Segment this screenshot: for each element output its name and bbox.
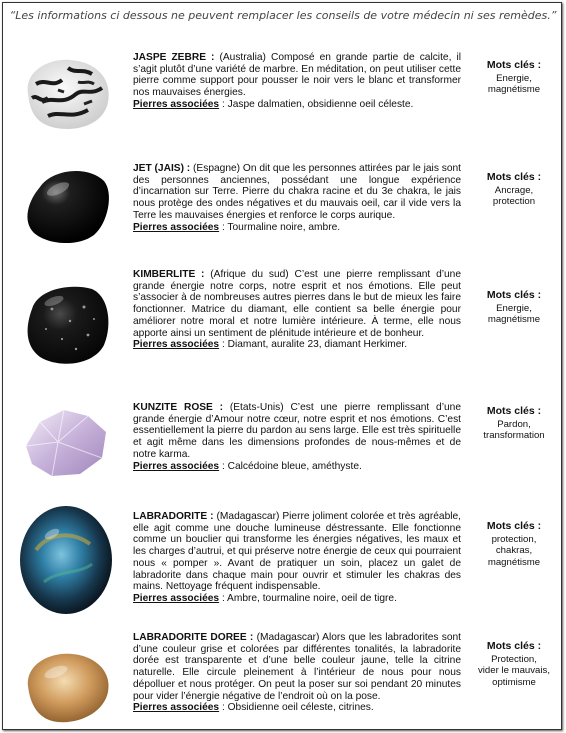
jet-image [18,163,114,247]
kimberlite-text [133,269,461,351]
stone-name: LABRADORITE : [133,511,214,522]
stone-name: KIMBERLITE : [133,269,205,280]
keyword: chakras, [495,545,533,556]
labradorite-text [133,511,461,605]
jet-text [133,163,461,233]
labradorite-image [18,504,114,616]
keywords-kunzite-rose [472,406,556,442]
stone-name: JET (JAIS) : [133,163,191,174]
keywords-kimberlite [472,290,556,326]
kimberlite-image [18,279,114,369]
stone-description: (Afrique du sud) C’est une pierre remplissant d’une grande énergie notre corps, notre esprit et nos émotions. Elle peut s’associer à de nombreuses autres pierres dans le but de mieux les faire fonctionner. Matrice du diamant, elle contient sa belle énergie pour améliorer notre moral et notre lumière intérieure. À terme, elle nous apporte ainsi un sentiment de plénitude intérieure et de bonheur. [133,269,461,339]
associated-label: Pierres associées [133,460,220,472]
keywords-labradorite-doree [472,641,556,688]
keyword: Energie, [496,302,532,314]
labradorite-doree-image [18,646,114,726]
stone-description: (Madagascar) Alors que les labradorites sont d’une couleur grise et colorées par différentes tonalités, la labradorite dorée est transparente et d’une belle couleur jaune, telle la citrine naturelle. Elle circule pleinement à l’intérieur de nous pour nous dépolluer et nous protéger. On peut la poser sur soi pendant 20 minutes pour vider l’énergie négative de l’endroit où on la pose. [133,632,462,702]
stone-description: (Australia) Composé en grande partie de calcite, il s’agit plutôt d’une variété de marbre. En méditation, on peut utiliser cette pierre comme support pour pousser le noir vers le blanc et transformer nos mauvaises énergies. [133,52,461,99]
kunzite-rose-text [133,402,461,472]
associated-stones: : Diamant, auralite 23, diamant Herkimer. [219,339,408,351]
stone-description: (Espagne) On dit que les personnes attirées par le jais sont des personnes anciennes, possédant une longue expérience d’incarnation sur Terre. Pierre du chakra racine et du 3e chakra, le jais nous protège des ondes négatives et du mauvais oeil, car il vide vers la Terre les mauvaises énergies et renforce le corps aurique. [133,163,462,221]
associated-label: Pierres associées [133,339,220,351]
associated-stones: : Obsidienne oeil céleste, citrines. [219,702,374,714]
associated-label: Pierres associées [133,592,220,604]
keywords-title: Mots clés : [486,289,542,301]
keywords-title: Mots clés : [486,640,542,652]
jaspe-zebre-image [18,54,114,134]
associated-label: Pierres associées [133,702,220,714]
keywords-title: Mots clés : [486,405,542,417]
keywords-title: Mots clés : [486,520,542,532]
keyword: Pardon, [497,418,531,430]
keywords-labradorite [472,521,556,568]
keyword: protection [492,196,536,207]
stone-description: (Madagascar) Pierre joliment colorée et très agréable, elle agit comme une douche lumineuse déstressante. Elle fonctionne comme un bouclier qui transforme les énergies négatives, les maux et les charges d’autrui, et qui préserve notre énergie de ceux qui pourraient nous « pomper ». Avant de pratiquer un soin, placez un galet de labradorite dans chaque main pour ouvrir et stimuler les chakras des mains. Nettoyage fréquent indispensable. [133,511,461,593]
stone-name: KUNZITE ROSE : [133,402,224,413]
disclaimer: “Les informations ci dessous ne peuvent remplacer les conseils de votre médecin ni ses remèdes.” [9,9,557,22]
stone-description: (Etats-Unis) C’est une pierre remplissant d’une grande énergie d’Amour notre cœur, notre esprit et nos émotions. C’est essentiellement la pierre du pardon au sens large. Elle est très spirituelle et agit même dans les dimensions profondes de nous-mêmes et de notre karma. [133,402,461,460]
keywords-title: Mots clés : [486,59,542,71]
keywords-title: Mots clés : [486,171,542,183]
jaspe-zebre-text [133,52,461,111]
keyword: protection, [491,533,537,545]
associated-stones: : Jaspe dalmatien, obsidienne oeil céleste. [219,98,414,110]
kunzite-rose-image [18,402,114,482]
keyword: magnétisme [487,84,541,95]
keyword: Ancrage, [494,184,534,196]
keywords-jaspe-zebre [472,60,556,96]
keyword: magnétisme [487,314,541,325]
keyword: optimisme [492,676,536,688]
associated-label: Pierres associées [133,221,220,233]
stone-name: LABRADORITE DOREE : [133,632,254,643]
labradorite-doree-text [133,632,461,714]
stone-name: JASPE ZEBRE : [133,52,215,63]
associated-stones: : Calcédoine bleue, améthyste. [219,460,362,472]
keyword: magnétisme [487,556,541,568]
keywords-jet [472,172,556,208]
keyword: vider le mauvais, [478,665,550,676]
keyword: Protection, [491,653,537,665]
keyword: transformation [483,430,545,441]
associated-label: Pierres associées [133,98,220,110]
associated-stones: : Tourmaline noire, ambre. [219,221,341,233]
associated-stones: : Ambre, tourmaline noire, oeil de tigre. [219,592,397,604]
keyword: Energie, [496,72,532,84]
